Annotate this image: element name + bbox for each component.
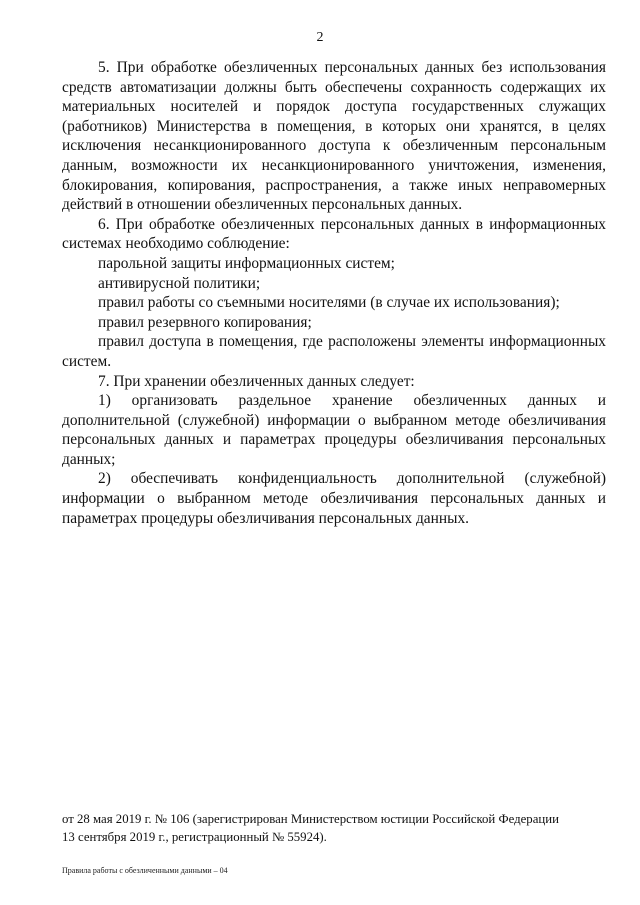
footer-label: Правила работы с обезличенными данными – 04 [62,866,228,875]
paragraph-7: 7. При хранении обезличенных данных следует: [98,372,415,390]
page-number: 2 [316,30,324,45]
paragraph-7-item-2: 2) обеспечивать конфиденциальность дополнительной (служебной) информации о выбранном методе обезличивания персональных данных и параметрах процедуры обезличивания персональных данных. [62,470,606,527]
paragraph-7-item-1: 1) организовать раздельное хранение обезличенных данных и дополнительной (служебной) информации о выбранном методе обезличивания персональных данных и параметрах процедуры обезличивания персональных данных; [62,392,606,468]
list-item: парольной защиты информационных систем; [98,254,395,272]
list-item: правил работы со съемными носителями (в случае их использования); [98,294,560,312]
paragraph-5: 5. При обработке обезличенных персональных данных без использования средств автоматизации должны быть обеспечены сохранность содержащих их материальных носителей и порядок доступа государственных служащих (работников) Министерства в помещения, в которых они хранятся, в целях исключения несанкционированного доступа к обезличенным персональным данным, возможности их несанкционированного уничтожения, изменения, блокирования, копирования, распространения, а также иных неправомерных действий в отношении обезличенных персональных данных. [62,59,606,214]
paragraph-6: 6. При обработке обезличенных персональных данных в информационных системах необходимо соблюдение: [62,215,606,253]
list-item: антивирусной политики; [98,274,261,292]
footnote [62,810,606,846]
footnote-line-2: 13 сентября 2019 г., регистрационный № 55924). [62,830,327,844]
document-body [62,58,606,528]
list-item: правил доступа в помещения, где расположены элементы информационных систем. [62,333,606,370]
footnote-line-1: от 28 мая 2019 г. № 106 (зарегистрирован Министерством юстиции Российской Федерации [62,812,559,826]
list-item: правил резервного копирования; [98,313,312,331]
